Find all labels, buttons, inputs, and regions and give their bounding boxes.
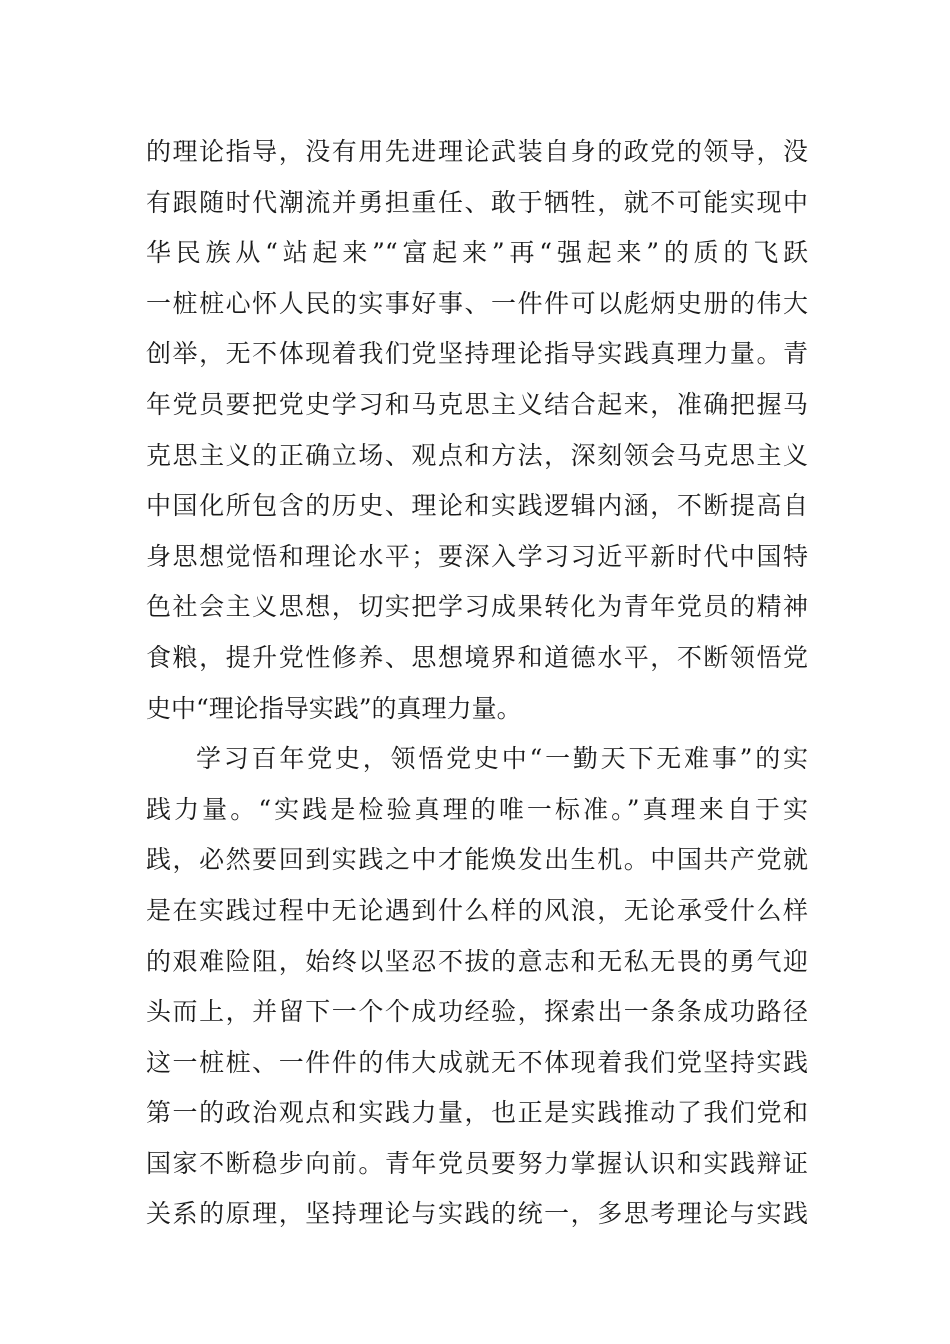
text-line: 一桩桩心怀人民的实事好事、一件件可以彪炳史册的伟大 bbox=[146, 288, 808, 318]
text-line: 关系的原理，坚持理论与实践的统一，多思考理论与实践 bbox=[146, 1199, 808, 1229]
text-line: 史中“理论指导实践”的真理力量。 bbox=[146, 693, 522, 723]
body-text bbox=[146, 127, 808, 1240]
text-line: 的艰难险阻，始终以坚忍不拔的意志和无私无畏的勇气迎 bbox=[146, 946, 808, 976]
text-line: 是在实践过程中无论遇到什么样的风浪，无论承受什么样 bbox=[146, 895, 808, 925]
text-line: 践力量。“实践是检验真理的唯一标准。”真理来自于实 bbox=[146, 794, 808, 824]
paragraph-1 bbox=[146, 127, 808, 734]
text-line: 华民族从“站起来”“富起来”再“强起来”的质的飞跃 bbox=[146, 238, 808, 268]
text-line: 学习百年党史，领悟党史中“一勤天下无难事”的实 bbox=[196, 744, 808, 774]
text-line: 践，必然要回到实践之中才能焕发出生机。中国共产党就 bbox=[146, 845, 808, 875]
text-line: 色社会主义思想，切实把学习成果转化为青年党员的精神 bbox=[146, 592, 808, 622]
text-line: 创举，无不体现着我们党坚持理论指导实践真理力量。青 bbox=[146, 339, 808, 369]
text-line: 年党员要把党史学习和马克思主义结合起来，准确把握马 bbox=[146, 389, 808, 419]
paragraph-2 bbox=[146, 734, 808, 1240]
text-line: 第一的政治观点和实践力量，也正是实践推动了我们党和 bbox=[146, 1098, 808, 1128]
text-line: 身思想觉悟和理论水平；要深入学习习近平新时代中国特 bbox=[146, 541, 808, 571]
text-line: 食粮，提升党性修养、思想境界和道德水平，不断领悟党 bbox=[146, 642, 808, 672]
text-line: 头而上，并留下一个个成功经验，探索出一条条成功路径 bbox=[146, 997, 808, 1027]
text-line: 的理论指导，没有用先进理论武装自身的政党的领导，没 bbox=[146, 137, 808, 166]
text-line: 这一桩桩、一件件的伟大成就无不体现着我们党坚持实践 bbox=[146, 1047, 808, 1077]
text-line: 有跟随时代潮流并勇担重任、敢于牺牲，就不可能实现中 bbox=[146, 187, 808, 217]
text-line: 中国化所包含的历史、理论和实践逻辑内涵，不断提高自 bbox=[146, 491, 808, 521]
text-line: 克思主义的正确立场、观点和方法，深刻领会马克思主义 bbox=[146, 440, 808, 470]
text-line: 国家不断稳步向前。青年党员要努力掌握认识和实践辩证 bbox=[146, 1148, 808, 1178]
